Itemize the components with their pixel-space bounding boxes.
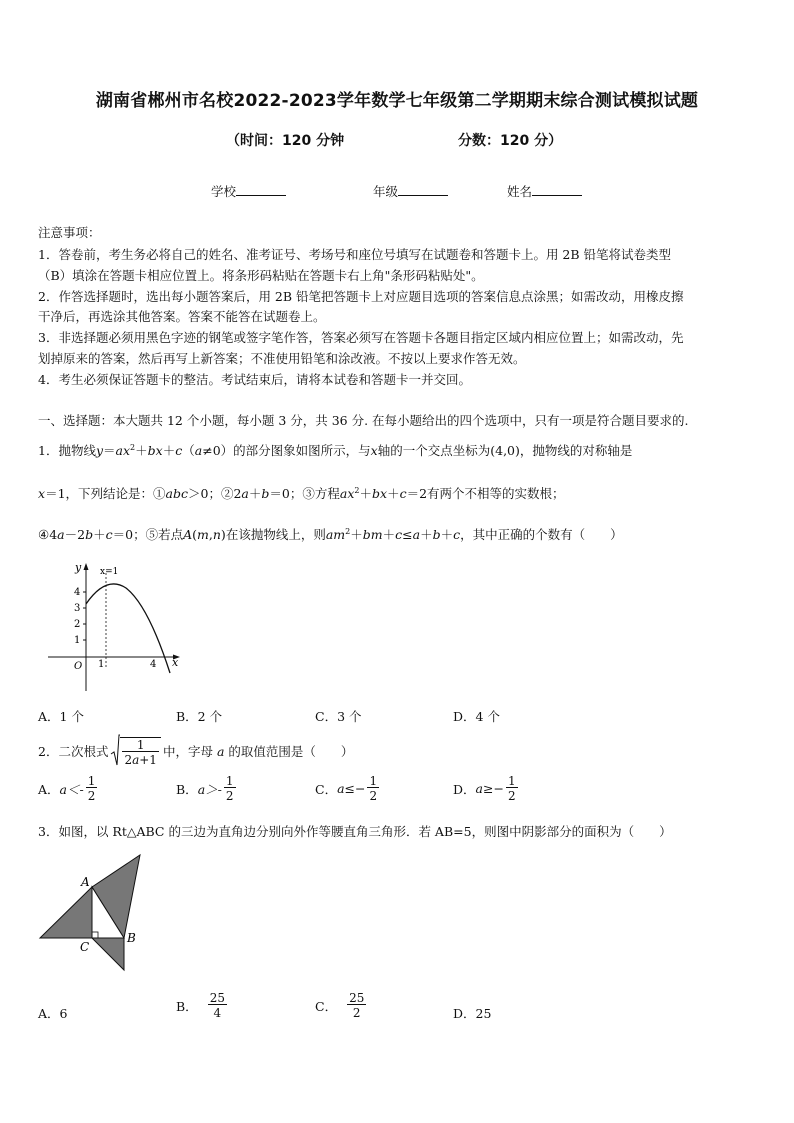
- question-1-line-3: ④4a－2b＋c＝0；⑤若点A(m,n)在该抛物线上，则$am^2+bm+c\le a+b+c$，其中正确的个数有（ ）: [38, 526, 623, 542]
- q3-option-a: A．6: [38, 1006, 68, 1021]
- q1-option-a: A．1 个: [38, 709, 84, 724]
- y-tick-label: 3: [74, 603, 81, 614]
- origin-label: O: [74, 661, 83, 672]
- page-title: 湖南省郴州市名校2022-2023学年数学七年级第二学期期末综合测试模拟试题: [95, 91, 699, 111]
- point-b-label: B: [127, 931, 136, 945]
- question-2-stem: 2．二次根式 $\frac{1}{2a+1}$ 中，字母 a 的取值范围是（ ）: [38, 733, 353, 769]
- radical-expression: $\frac{1}{2a+1}$: [110, 734, 161, 768]
- q3-option-d: D．25: [453, 1006, 492, 1021]
- name-field: 姓名: [507, 182, 582, 200]
- point-a-label: A: [81, 875, 90, 889]
- note-line: 2．作答选择题时，选出每小题答案后，用 2B 铅笔把答题卡上对应题目选项的答案信息点涂黑；如需改动，用橡皮擦: [38, 289, 684, 304]
- point-c-label: C: [80, 940, 90, 954]
- note-line: （B）填涂在答题卡相应位置上。将条形码粘贴在答题卡右上角"条形码粘贴处"。: [38, 268, 484, 283]
- notes-heading: 注意事项：: [38, 225, 101, 240]
- symmetry-axis-label: x=1: [100, 567, 119, 577]
- q2-option-d: D． a≥− $\frac{1}{2}$: [453, 774, 516, 803]
- question-1-line-1: 1．抛物线$y=ax^2+bx+c(a\ne 0)$的部分图象如图所示，与x轴的一个交点坐标为(4,0)，抛物线的对称轴是: [38, 442, 633, 458]
- exam-score: 分数：120 分）: [458, 133, 563, 149]
- question-1-line-2: x＝1，下列结论是：①abc＞0；②2a＋b＝0；③方程$ax^2+bx+c=2$有两个不相等的实数根；: [38, 485, 565, 501]
- x-axis-label: x: [172, 656, 179, 669]
- parabola-graph: [44, 561, 184, 695]
- section-heading: 一、选择题：本大题共 12 个小题，每小题 3 分，共 36 分. 在每小题给出的四个选项中，只有一项是符合题目要求的.: [38, 413, 689, 428]
- x-tick-label: 4: [150, 659, 157, 670]
- note-line: 干净后，再选涂其他答案。答案不能答在试题卷上。: [38, 309, 326, 324]
- q2-option-b: B． a＞- $\frac{1}{2}$: [176, 774, 234, 803]
- y-axis-label: y: [75, 561, 82, 574]
- school-field: 学校: [211, 182, 286, 200]
- question-3-stem: 3．如图，以 Rt△ABC 的三边为直角边分别向外作等腰直角三角形．若 AB=5，则图中阴影部分的面积为（ ）: [38, 824, 672, 839]
- q1-option-d: D．4 个: [453, 709, 500, 724]
- q1-option-b: B．2 个: [176, 709, 223, 724]
- q3-option-c: C． $\frac{25}{2}$: [315, 991, 365, 1020]
- q2-option-c: C． a≤− $\frac{1}{2}$: [315, 774, 378, 803]
- triangle-figure: [36, 850, 146, 974]
- q3-option-b: B． $\frac{25}{4}$: [176, 991, 225, 1020]
- q1-option-c: C．3 个: [315, 709, 362, 724]
- note-line: 划掉原来的答案，然后再写上新答案；不准使用铅笔和涂改液。不按以上要求作答无效。: [38, 351, 526, 366]
- note-line: 1．答卷前，考生务必将自己的姓名、准考证号、考场号和座位号填写在试题卷和答题卡上。用 2B 铅笔将试卷类型: [38, 247, 672, 262]
- note-line: 3．非选择题必须用黑色字迹的钢笔或签字笔作答，答案必须写在答题卡各题目指定区域内相应位置上；如需改动，先: [38, 330, 684, 345]
- q2-option-a: A． a＜- $\frac{1}{2}$: [38, 774, 96, 803]
- grade-field: 年级: [373, 182, 448, 200]
- note-line: 4．考生必须保证答题卡的整洁。考试结束后，请将本试卷和答题卡一并交回。: [38, 372, 471, 387]
- y-tick-label: 1: [74, 635, 81, 646]
- exam-time: （时间：120 分钟: [226, 133, 345, 149]
- y-tick-label: 2: [74, 619, 81, 630]
- y-tick-label: 4: [74, 587, 81, 598]
- x-tick-label: 1: [98, 659, 105, 670]
